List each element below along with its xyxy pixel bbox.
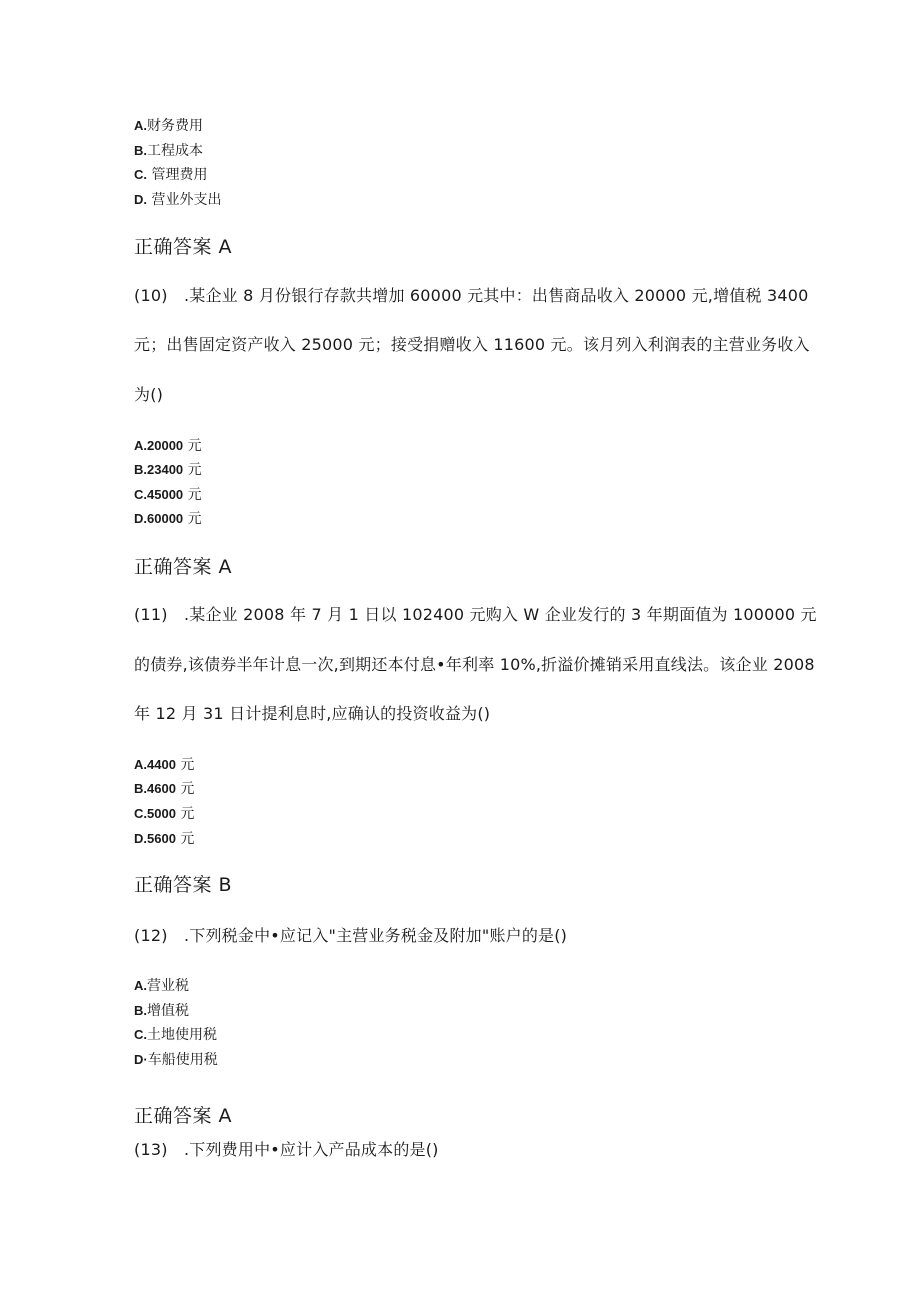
option-b: B.增值税 [134, 1003, 189, 1019]
answer: 正确答案 A [134, 556, 233, 578]
option-d: D.5600 元 [134, 831, 195, 847]
answer: 正确答案 A [134, 1105, 233, 1127]
question-line: 的债券,该债券半年计息一次,到期还本付息•年利率 10%,折溢价摊销采用直线法。该企业 2008 [134, 655, 815, 674]
question-number: (11) [134, 605, 168, 624]
question-number: (12) [134, 926, 168, 945]
option-a: A.4400 元 [134, 757, 195, 773]
question-line: (12) .下列税金中•应记入"主营业务税金及附加"账户的是() [134, 926, 568, 945]
option-c: C.5000 元 [134, 806, 195, 822]
option-b: B.23400 元 [134, 462, 202, 478]
option-d: D.60000 元 [134, 511, 202, 527]
option-d: D·车船使用税 [134, 1052, 218, 1068]
option-a: A.营业税 [134, 978, 189, 994]
question-line: 年 12 月 31 日计提利息时,应确认的投资收益为() [134, 704, 491, 723]
question-line: (13) .下列费用中•应计入产品成本的是() [134, 1140, 439, 1159]
option-c: C.土地使用税 [134, 1027, 217, 1043]
option-b: B.工程成本 [134, 143, 203, 159]
answer: 正确答案 B [134, 874, 233, 896]
option-c: C.45000 元 [134, 487, 202, 503]
question-line: (10) .某企业 8 月份银行存款共增加 60000 元其中：出售商品收入 20000 元,增值税 3400 [134, 286, 809, 305]
option-a: A.财务费用 [134, 118, 203, 134]
option-a: A.20000 元 [134, 438, 202, 454]
question-line: (11) .某企业 2008 年 7 月 1 日以 102400 元购入 W 企业发行的 3 年期面值为 100000 元 [134, 605, 817, 624]
option-b: B.4600 元 [134, 781, 195, 797]
answer: 正确答案 A [134, 236, 233, 258]
question-line: 元；出售固定资产收入 25000 元；接受捐赠收入 11600 元。该月列入利润表的主营业务收入 [134, 335, 810, 354]
question-line: 为() [134, 385, 164, 404]
question-number: (10) [134, 286, 168, 305]
option-c: C. 管理费用 [134, 167, 208, 183]
question-number: (13) [134, 1140, 168, 1159]
option-d: D. 营业外支出 [134, 192, 222, 208]
